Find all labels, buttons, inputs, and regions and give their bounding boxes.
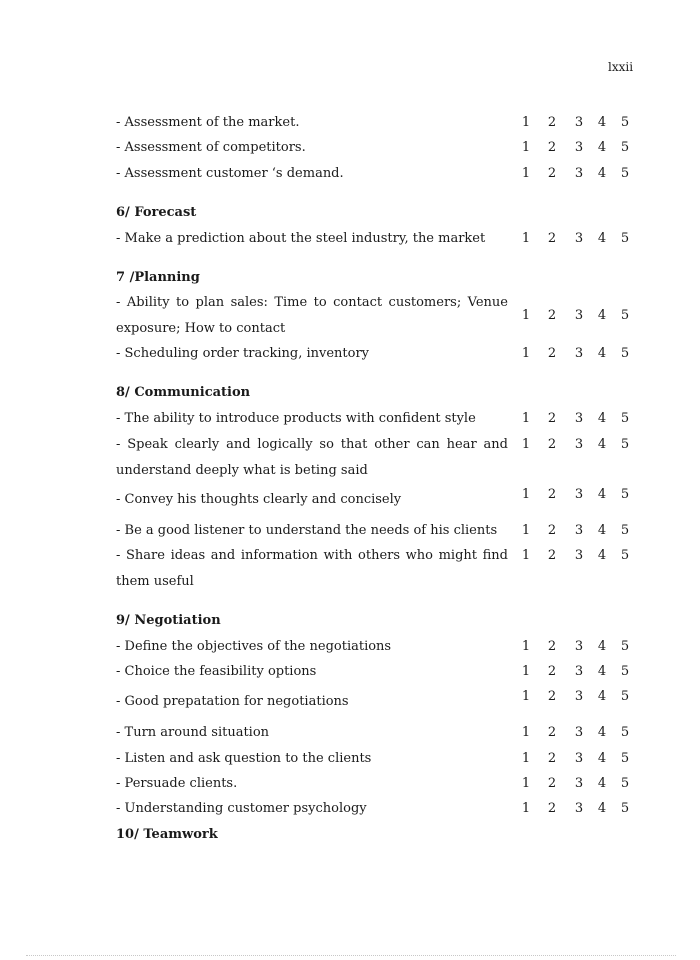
rating-option-1: 1 (521, 487, 531, 502)
rating-option-2: 2 (547, 751, 557, 766)
rating-option-1: 1 (521, 639, 531, 654)
rating-option-4: 4 (597, 776, 607, 791)
rating-option-4: 4 (597, 437, 607, 452)
rating-option-5: 5 (620, 725, 630, 740)
survey-item-text: - Share ideas and information with others who might find them useful (116, 548, 508, 589)
rating-option-1: 1 (521, 346, 531, 361)
survey-item-text: - Choice the feasibility options (116, 664, 317, 679)
survey-item-text: - Ability to plan sales: Time to contact customers; Venue exposure; How to contact (116, 295, 508, 336)
rating-option-2: 2 (547, 166, 557, 181)
rating-option-1: 1 (521, 231, 531, 246)
rating-option-1: 1 (521, 801, 531, 816)
rating-option-5: 5 (620, 523, 630, 538)
rating-option-4: 4 (597, 115, 607, 130)
survey-item-text: - Turn around situation (116, 725, 270, 740)
rating-option-1: 1 (521, 523, 531, 538)
rating-option-1: 1 (521, 308, 531, 323)
rating-option-2: 2 (547, 140, 557, 155)
rating-option-4: 4 (597, 548, 607, 563)
section-heading: 7 /Planning (116, 270, 200, 285)
survey-item-text: - Assessment of competitors. (116, 140, 306, 155)
section-heading: 8/ Communication (116, 385, 251, 400)
rating-option-5: 5 (620, 548, 630, 563)
rating-option-1: 1 (521, 166, 531, 181)
rating-option-4: 4 (597, 751, 607, 766)
survey-item-text: - Scheduling order tracking, inventory (116, 346, 370, 361)
survey-item-text: - Persuade clients. (116, 776, 238, 791)
survey-item-text: - Make a prediction about the steel industry, the market (116, 231, 486, 246)
section-heading: 10/ Teamwork (116, 827, 218, 842)
rating-option-3: 3 (574, 776, 584, 791)
rating-option-4: 4 (597, 346, 607, 361)
rating-option-2: 2 (547, 664, 557, 679)
survey-item-text: - Convey his thoughts clearly and concisely (116, 492, 402, 507)
rating-option-4: 4 (597, 664, 607, 679)
rating-option-3: 3 (574, 548, 584, 563)
rating-option-3: 3 (574, 308, 584, 323)
rating-option-1: 1 (521, 411, 531, 426)
rating-option-1: 1 (521, 664, 531, 679)
survey-item-text: - Listen and ask question to the clients (116, 751, 372, 766)
rating-option-1: 1 (521, 751, 531, 766)
rating-option-2: 2 (547, 523, 557, 538)
rating-option-2: 2 (547, 801, 557, 816)
rating-option-3: 3 (574, 437, 584, 452)
rating-option-1: 1 (521, 776, 531, 791)
rating-option-3: 3 (574, 523, 584, 538)
survey-item-text: - Good prepatation for negotiations (116, 694, 349, 709)
rating-option-3: 3 (574, 689, 584, 704)
survey-item-text: - Assessment customer ‘s demand. (116, 166, 344, 181)
rating-option-1: 1 (521, 140, 531, 155)
section-heading: 6/ Forecast (116, 205, 197, 220)
rating-option-3: 3 (574, 725, 584, 740)
rating-option-2: 2 (547, 231, 557, 246)
rating-option-5: 5 (620, 801, 630, 816)
rating-option-3: 3 (574, 115, 584, 130)
rating-option-3: 3 (574, 166, 584, 181)
rating-option-5: 5 (620, 166, 630, 181)
rating-option-5: 5 (620, 115, 630, 130)
rating-option-3: 3 (574, 411, 584, 426)
rating-option-2: 2 (547, 776, 557, 791)
rating-option-4: 4 (597, 523, 607, 538)
rating-option-1: 1 (521, 437, 531, 452)
rating-option-4: 4 (597, 308, 607, 323)
section-heading: 9/ Negotiation (116, 613, 221, 628)
rating-option-3: 3 (574, 801, 584, 816)
survey-item-text: - Assessment of the market. (116, 115, 300, 130)
survey-item-text: - The ability to introduce products with confident style (116, 411, 476, 426)
page-number: lxxii (608, 60, 634, 74)
survey-item-text: - Define the objectives of the negotiations (116, 639, 392, 654)
rating-option-1: 1 (521, 689, 531, 704)
rating-option-3: 3 (574, 346, 584, 361)
rating-option-1: 1 (521, 115, 531, 130)
rating-option-2: 2 (547, 437, 557, 452)
rating-option-5: 5 (620, 308, 630, 323)
rating-option-5: 5 (620, 487, 630, 502)
rating-option-3: 3 (574, 487, 584, 502)
rating-option-3: 3 (574, 751, 584, 766)
rating-option-1: 1 (521, 725, 531, 740)
rating-option-5: 5 (620, 411, 630, 426)
rating-option-4: 4 (597, 725, 607, 740)
rating-option-4: 4 (597, 411, 607, 426)
rating-option-5: 5 (620, 776, 630, 791)
rating-option-4: 4 (597, 689, 607, 704)
rating-option-3: 3 (574, 639, 584, 654)
rating-option-4: 4 (597, 231, 607, 246)
survey-item-text: - Speak clearly and logically so that other can hear and understand deeply what is beting said (116, 437, 508, 478)
rating-option-2: 2 (547, 115, 557, 130)
rating-option-3: 3 (574, 231, 584, 246)
rating-option-4: 4 (597, 140, 607, 155)
rating-option-2: 2 (547, 308, 557, 323)
rating-option-4: 4 (597, 487, 607, 502)
rating-option-3: 3 (574, 664, 584, 679)
rating-option-5: 5 (620, 140, 630, 155)
rating-option-4: 4 (597, 639, 607, 654)
rating-option-5: 5 (620, 751, 630, 766)
rating-option-2: 2 (547, 411, 557, 426)
rating-option-2: 2 (547, 487, 557, 502)
rating-option-4: 4 (597, 166, 607, 181)
rating-option-2: 2 (547, 346, 557, 361)
rating-option-5: 5 (620, 689, 630, 704)
rating-option-2: 2 (547, 639, 557, 654)
rating-option-2: 2 (547, 725, 557, 740)
rating-option-2: 2 (547, 689, 557, 704)
rating-option-5: 5 (620, 639, 630, 654)
rating-option-5: 5 (620, 664, 630, 679)
rating-option-4: 4 (597, 801, 607, 816)
rating-option-5: 5 (620, 437, 630, 452)
rating-option-5: 5 (620, 346, 630, 361)
footer-divider (26, 955, 676, 956)
rating-option-1: 1 (521, 548, 531, 563)
rating-option-3: 3 (574, 140, 584, 155)
survey-item-text: - Be a good listener to understand the needs of his clients (116, 523, 498, 538)
rating-option-5: 5 (620, 231, 630, 246)
survey-item-text: - Understanding customer psychology (116, 801, 367, 816)
rating-option-2: 2 (547, 548, 557, 563)
